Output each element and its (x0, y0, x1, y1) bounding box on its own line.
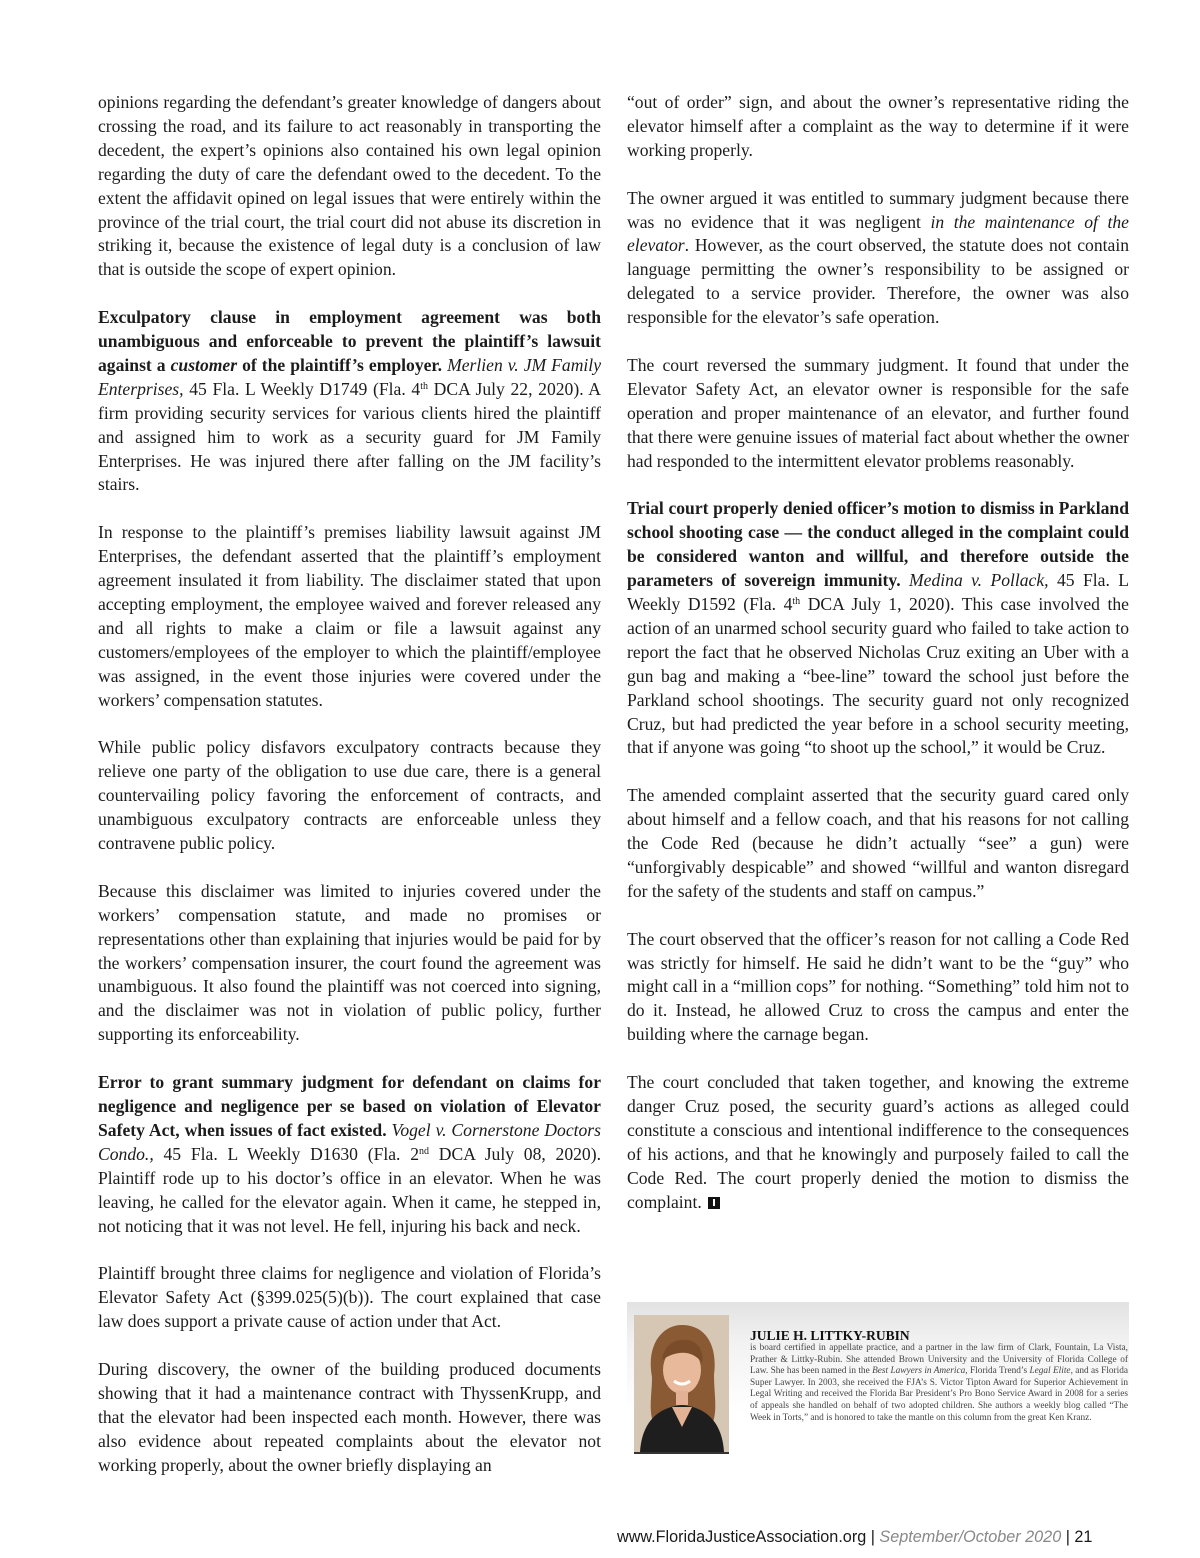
paragraph: While public policy disfavors exculpatory contracts because they relieve one party of the obligation to use due care, there is a general countervailing policy favoring the enforcement of contracts, and unambiguous exculpatory contracts are enforceable unless they contravene public policy. (98, 737, 601, 854)
case-name: Merlien v. JM Family Enterprises, (98, 354, 602, 399)
paragraph: During discovery, the owner of the building produced documents showing that it had a maintenance contract with ThyssenKrupp, and that the elevator had been inspected each month. However, there was also evidence about repeated complaints about the elevator not working properly, about the owner briefly displaying an (98, 1358, 601, 1475)
case-heading: Trial court properly denied officer’s motion to dismiss in Parkland school shooting case — the conduct alleged in the complaint could be considered wanton and willful, and therefore outside the parameters of sovereign immunity. (627, 498, 1129, 591)
paragraph: opinions regarding the defendant’s greater knowledge of dangers about crossing the road, and its failure to act reasonably in transporting the decedent, the expert’s opinions also contained his own legal opinion regarding the duty of care the defendant owed to the decedent. To the extent the affidavit opined on legal issues that were entirely within the province of the trial court, the trial court did not abuse its discretion in striking it, because the existence of legal duty is a conclusion of law that is outside the scope of expert opinion. (98, 92, 601, 280)
case-name: Medina v. Pollack, (909, 570, 1049, 591)
case-summary-merlien: Exculpatory clause in employment agreement was both unambiguous and enforceable to prevent the plaintiff’s lawsuit against a customer of the plaintiff’s employer. Merlien v. JM Family Enterprises, 45 Fla. L Weekly D1749 (Fla. 4th DCA July 22, 2020). A firm providing security services for various clients hired the plaintiff and assigned him to work as a security guard for JM Family Enterprises. He was injured there after falling on the JM facility’s stairs. (98, 307, 602, 495)
case-name: Vogel v. Cornerstone Doctors Condo., (98, 1119, 602, 1164)
paragraph: The amended complaint asserted that the security guard cared only about himself and a fellow coach, and that his reasons for not calling the Code Red (because he didn’t actually “see” a gun) were “unforgivably despicable” and showed “willful and wanton disregard for the safety of the students and staff on campus.” (627, 785, 1129, 901)
right-column (627, 91, 1129, 1215)
author-bio (627, 1302, 1129, 1472)
case-summary-medina: Trial court properly denied officer’s motion to dismiss in Parkland school shooting case — the conduct alleged in the complaint could be considered wanton and willful, and therefore outside the parameters of sovereign immunity. Medina v. Pollack, 45 Fla. L Weekly D1592 (Fla. 4th DCA July 1, 2020). This case involved the action of an unarmed school security guard who failed to take action to report the fact that he observed Nicholas Cruz exiting an Uber with a gun bag and making a “bee-line” toward the school just before the Parkland school shootings. The security guard not only recognized Cruz, but had predicted the year before in a school security meeting, that if anyone was going “to shoot up the school,” it would be Cruz. (627, 498, 1129, 758)
website-link[interactable]: www.FloridaJusticeAssociation.org (617, 1528, 867, 1546)
paragraph: Plaintiff brought three claims for negligence and violation of Florida’s Elevator Safety Act (§399.025(5)(b)). The court explained that case law does support a private cause of action under that Act. (98, 1263, 601, 1332)
paragraph: The court concluded that taken together, and knowing the extreme danger Cruz posed, the security guard’s actions as alleged could constitute a conscious and intentional indifference to the consequences of his actions, and that he knowingly and purposely failed to call the Code Red. The court properly denied the motion to dismiss the complaint. (627, 1072, 1129, 1212)
paragraph: The owner argued it was entitled to summary judgment because there was no evidence that it was negligent in the maintenance of the elevator. However, as the court observed, the statute does not contain language permitting the owner’s responsibility to be assigned or delegated to a service provider. Therefore, the owner was also responsible for the elevator’s safe operation. (627, 187, 1129, 328)
page-number: 21 (1074, 1528, 1093, 1546)
paragraph: “out of order” sign, and about the owner’s representative riding the elevator himself after a complaint as the way to determine if it were working properly. (627, 92, 1129, 160)
paragraph: Because this disclaimer was limited to injuries covered under the workers’ compensation statute, and made no promises or representations other than explaining that injuries would be paid for by the workers’ compensation insurer, the court found the agreement was unambiguous. It also found the plaintiff was not coerced into signing, and the disclaimer was not in violation of public policy, further supporting its enforceability. (98, 880, 601, 1045)
bio-text: JULIE H. LITTKY-RUBIN is board certified in appellate practice, and a partner in the law firm of Clark, Fountain, La Vista, Prather & Littky-Rubin. She attended Brown University and the University of Florida College of Law. She has been named in the Best Lawyers in America, Florida Trend’s Legal Elite, and as Florida Super Lawyer. In 2003, she received the FJA’s S. Victor Tipton Award for Superior Achievement in Legal Writing and received the Florida Bar President’s Pro Bono Service Award in 2008 for a series of appeals she handled on behalf of two adopted children. She authors a weekly blog called “The Week in Torts,” and is honored to take the mantle on this column from the great Ken Kranz. (750, 1328, 1129, 1423)
left-column (98, 91, 601, 1477)
author-name: JULIE H. LITTKY-RUBIN (750, 1328, 910, 1343)
paragraph: The court reversed the summary judgment. It found that under the Elevator Safety Act, an elevator owner is responsible for the safe operation and proper maintenance of an elevator, and further found that there were genuine issues of material fact about whether the owner had responded to the intermittent elevator problems reasonably. (627, 354, 1129, 471)
case-heading: Error to grant summary judgment for defendant on claims for negligence and negligence per se based on violation of Elevator Safety Act, when issues of fact existed. (98, 1072, 601, 1140)
end-of-article-icon (708, 1197, 720, 1209)
page-footer: www.FloridaJusticeAssociation.org | September/October 2020 | 21 (617, 1528, 1093, 1546)
author-photo (634, 1315, 729, 1454)
issue-date: September/October 2020 (879, 1528, 1062, 1546)
case-summary-vogel: Error to grant summary judgment for defendant on claims for negligence and negligence per se based on violation of Elevator Safety Act, when issues of fact existed. Vogel v. Cornerstone Doctors Condo., 45 Fla. L Weekly D1630 (Fla. 2nd DCA July 08, 2020). Plaintiff rode up to his doctor’s office in an elevator. When he was leaving, he called for the elevator again. When it came, he stepped in, not noticing that it was not level. He fell, injuring his back and neck. (98, 1072, 602, 1236)
paragraph: In response to the plaintiff’s premises liability lawsuit against JM Enterprises, the defendant asserted that the plaintiff’s employment agreement insulated it from liability. The disclaimer stated that upon accepting employment, the employee waived and forever released any and all rights to make a claim or file a lawsuit against any customers/employees of the employer to which the plaintiff/employee was assigned, in the event those injuries were covered under the workers’ compensation statutes. (98, 522, 601, 710)
paragraph: The court observed that the officer’s reason for not calling a Code Red was strictly for himself. He said he didn’t want to be the “guy” who might call in a “million cops” for nothing. “Something” told him not to do it. Instead, he allowed Cruz to cross the campus and enter the building where the carnage began. (627, 928, 1129, 1045)
case-heading: Exculpatory clause in employment agreement was both unambiguous and enforceable to prevent the plaintiff’s lawsuit against a customer of the plaintiff’s employer. (98, 307, 601, 375)
